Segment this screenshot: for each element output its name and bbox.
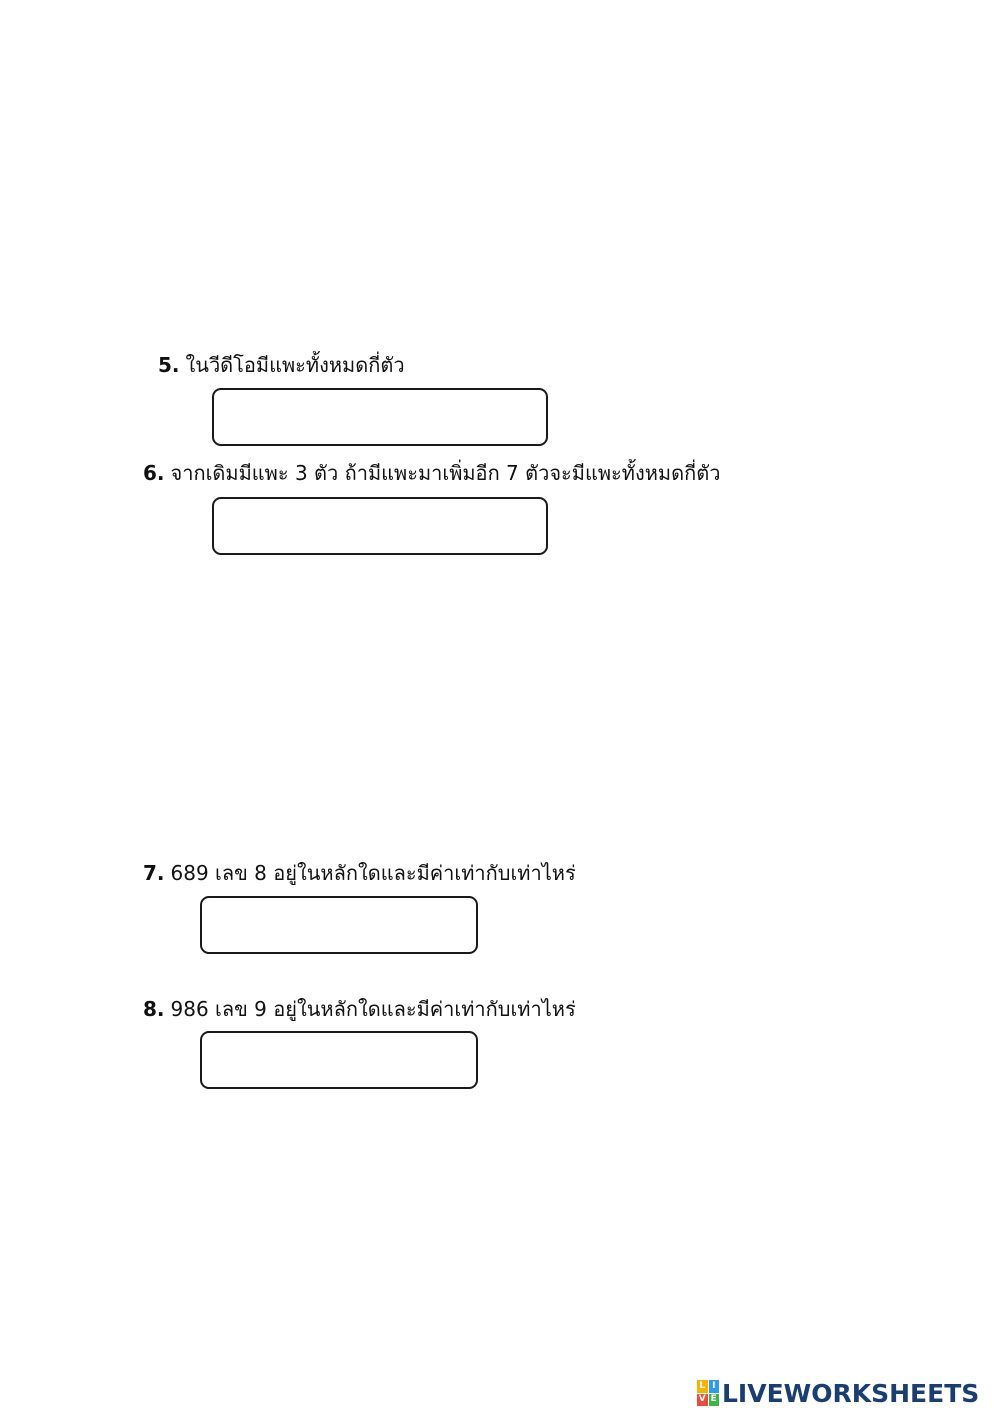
answer-box-8[interactable] bbox=[200, 1031, 478, 1089]
logo-text: LIVEWORKSHEETS bbox=[722, 1378, 980, 1408]
logo-mark-letter: I bbox=[709, 1380, 720, 1393]
question-5 bbox=[158, 351, 405, 379]
answer-box-6[interactable] bbox=[212, 497, 548, 555]
liveworksheets-logo bbox=[697, 1378, 979, 1408]
question-6 bbox=[143, 459, 720, 487]
logo-mark-letter: V bbox=[698, 1394, 706, 1405]
question-text: ในวีดีโอมีแพะทั้งหมดกี่ตัว bbox=[185, 353, 405, 377]
logo-mark-letter: E bbox=[709, 1394, 720, 1407]
question-text: จากเดิมมีแพะ 3 ตัว ถ้ามีแพะมาเพิ่มอีก 7 ตัวจะมีแพะทั้งหมดกี่ตัว bbox=[170, 461, 721, 485]
answer-box-5[interactable] bbox=[212, 388, 548, 446]
question-7 bbox=[143, 859, 576, 887]
question-number: 5. bbox=[158, 353, 180, 377]
liveworksheets-logo-icon bbox=[697, 1380, 719, 1406]
question-number: 6. bbox=[143, 461, 165, 485]
question-text: 689 เลข 8 อยู่ในหลักใดและมีค่าเท่ากับเท่าไหร่ bbox=[170, 861, 576, 885]
logo-mark-letter: L bbox=[697, 1380, 708, 1393]
question-text: 986 เลข 9 อยู่ในหลักใดและมีค่าเท่ากับเท่าไหร่ bbox=[170, 997, 576, 1021]
question-number: 7. bbox=[143, 861, 165, 885]
question-8 bbox=[143, 995, 576, 1023]
question-number: 8. bbox=[143, 997, 165, 1021]
answer-box-7[interactable] bbox=[200, 896, 478, 954]
